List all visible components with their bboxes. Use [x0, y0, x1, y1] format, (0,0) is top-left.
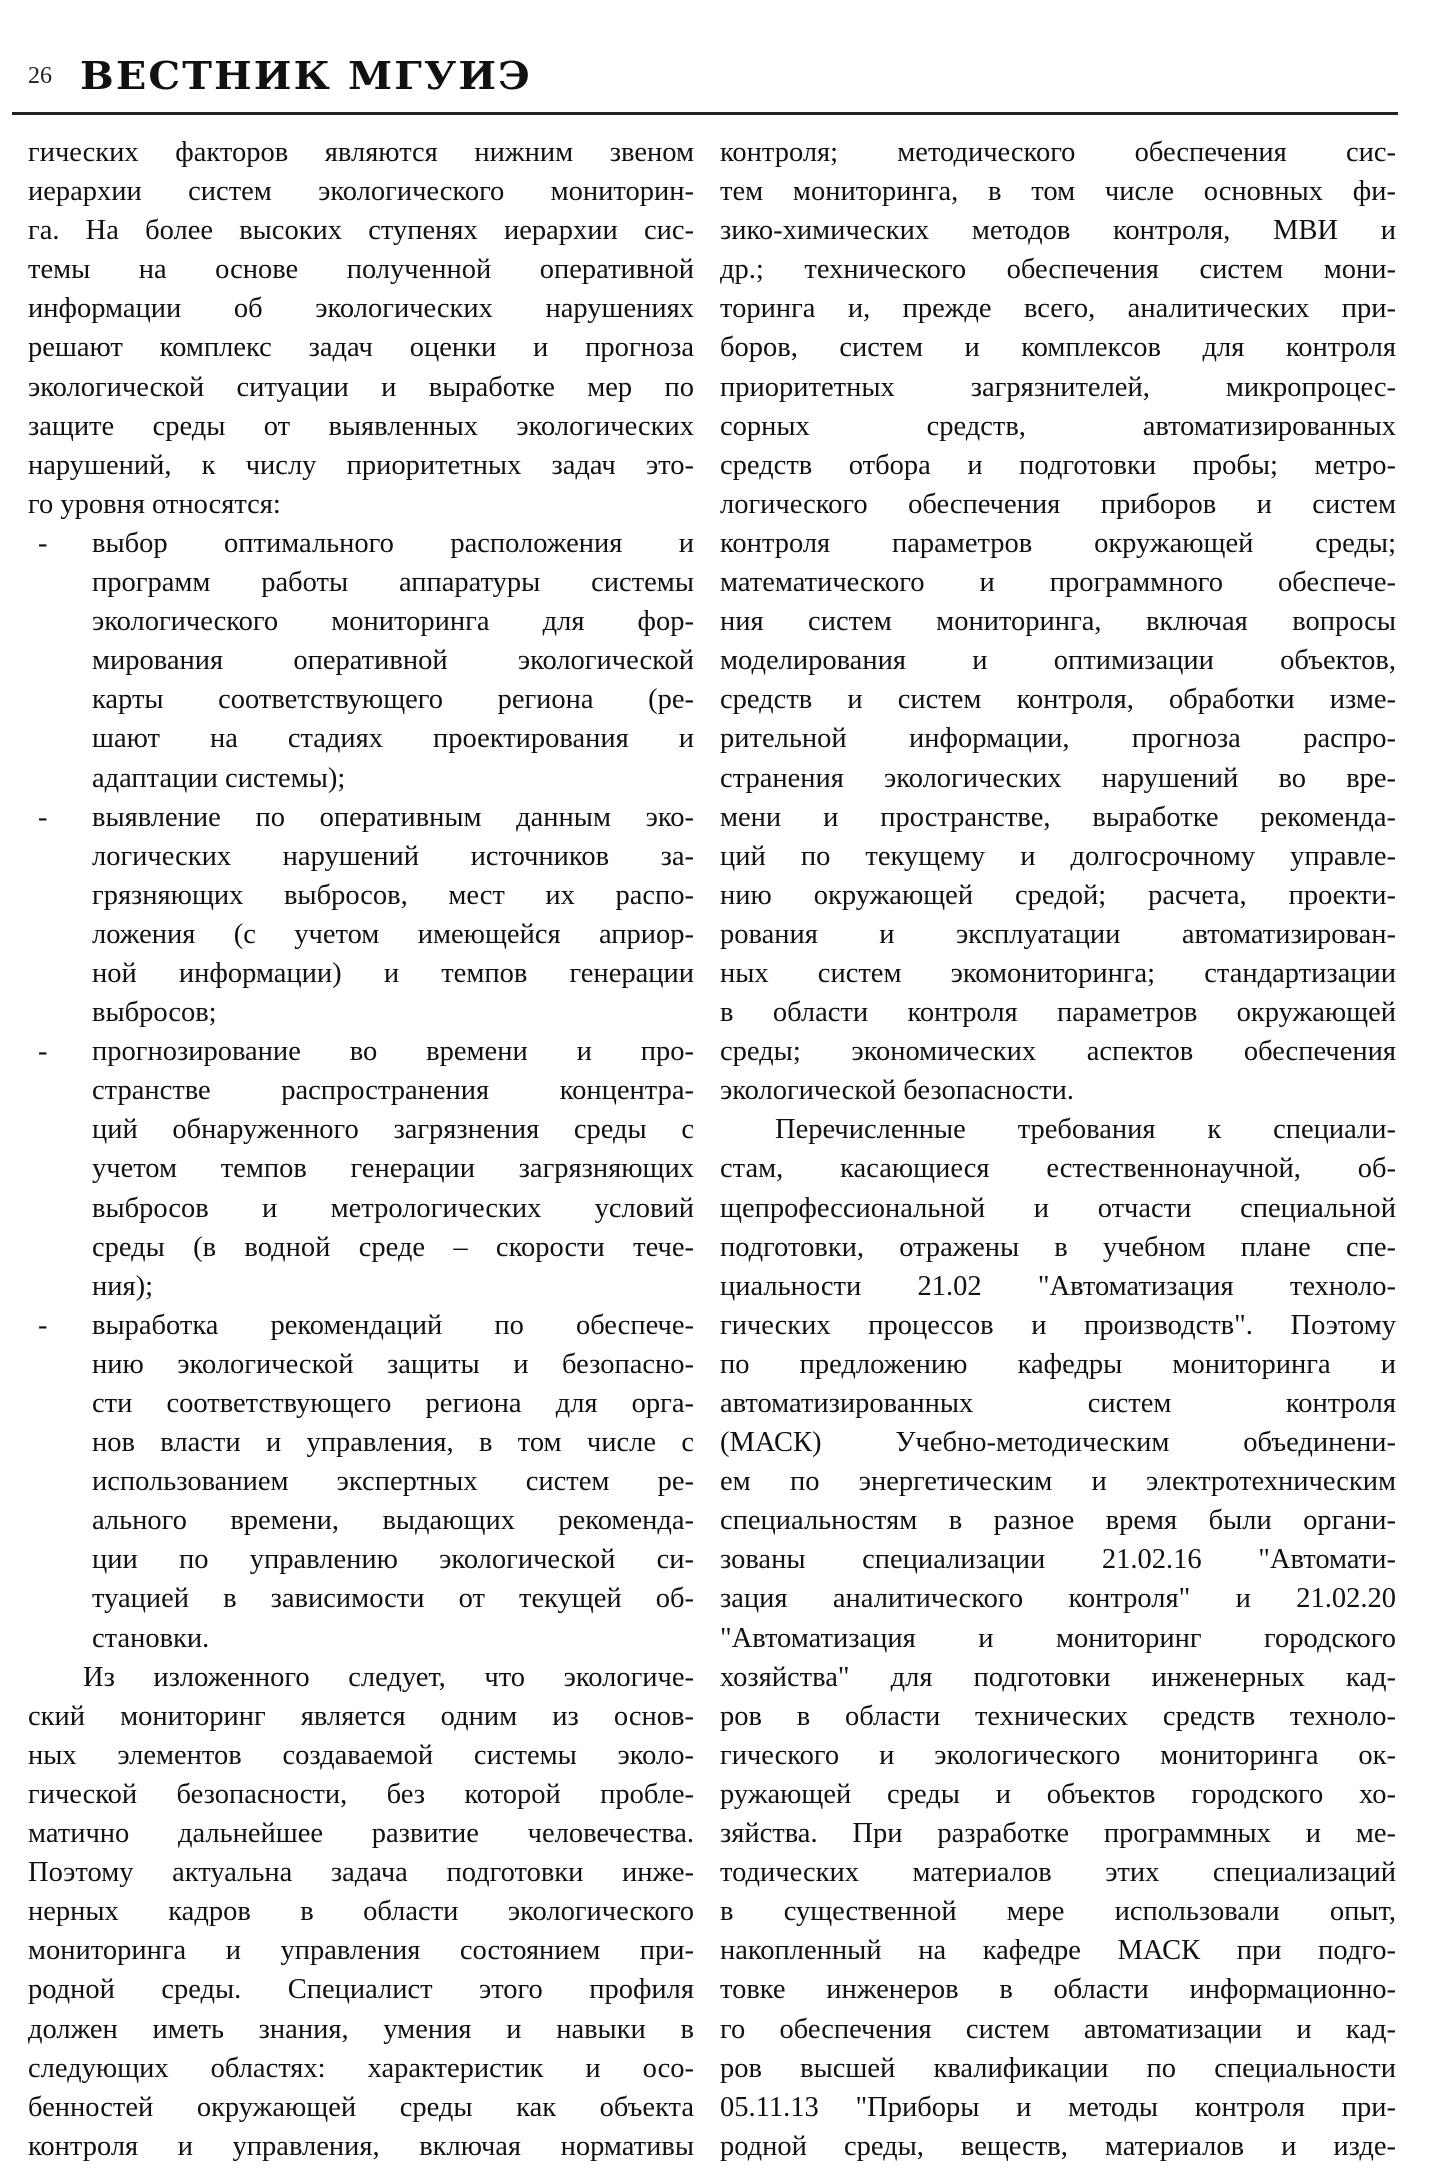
- paragraph-line: гического и экологического мониторинга ок-: [720, 1739, 1396, 1771]
- conclusion-line: гической безопасности, без которой пробле-: [28, 1778, 694, 1810]
- bullet-line: туацией в зависимости от текущей об-: [92, 1583, 694, 1615]
- paragraph-line: 05.11.13 "Приборы и методы контроля при-: [720, 2091, 1396, 2123]
- bullet-line: выбросов и метрологических условий: [92, 1192, 694, 1224]
- intro-line: иерархии систем экологического мониторин-: [28, 176, 694, 208]
- bullet-text: выработка рекомендаций по обеспече-: [92, 1309, 694, 1341]
- bullet-line: [28, 1032, 694, 1071]
- journal-title: ВЕСТНИК МГУИЭ: [80, 53, 533, 98]
- paragraph-line: сорных средств, автоматизированных: [720, 410, 1396, 442]
- paragraph-line: торинга и, прежде всего, аналитических при-: [720, 293, 1396, 325]
- paragraph-line: щепрофессиональной и отчасти специальной: [720, 1192, 1396, 1224]
- bullet-dash: -: [38, 1036, 48, 1068]
- bullet-line: ций обнаруженного загрязнения среды с: [92, 1114, 694, 1146]
- bullet-dash: -: [38, 527, 48, 559]
- paragraph-line: ния систем мониторинга, включая вопросы: [720, 606, 1396, 638]
- bullet-line: среды (в водной среде – скорости тече-: [92, 1231, 694, 1263]
- paragraph-line: рования и эксплуатации автоматизирован-: [720, 918, 1396, 950]
- conclusion-line: Поэтому актуальна задача подготовки инже-: [28, 1857, 694, 1889]
- conclusion-line: нерных кадров в области экологического: [28, 1896, 694, 1928]
- paragraph-line: в существенной мере использовали опыт,: [720, 1896, 1396, 1928]
- bullet-dash: -: [38, 801, 48, 833]
- intro-line: решают комплекс задач оценки и прогноза: [28, 332, 694, 364]
- conclusion-line: контроля и управления, включая нормативы: [28, 2130, 694, 2162]
- intro-line: информации об экологических нарушениях: [28, 293, 694, 325]
- bullet-line: нов власти и управления, в том числе с: [92, 1427, 694, 1459]
- paragraph-line: "Автоматизация и мониторинг городского: [720, 1622, 1396, 1654]
- paragraph-line: приоритетных загрязнителей, микропроцес-: [720, 371, 1396, 403]
- paragraph-line: родной среды, веществ, материалов и изде-: [720, 2130, 1396, 2162]
- right-column: [720, 133, 1396, 2166]
- paragraph-line: по предложению кафедры мониторинга и: [720, 1348, 1396, 1380]
- paragraph-line: нию окружающей средой; расчета, проекти-: [720, 879, 1396, 911]
- paragraph-line: го обеспечения систем автоматизации и кад-: [720, 2013, 1396, 2045]
- paragraph-line: математического и программного обеспече-: [720, 567, 1396, 599]
- paragraph-line: циальности 21.02 "Автоматизация техноло-: [720, 1270, 1396, 1302]
- bullet-line: шают на стадиях проектирования и: [92, 723, 694, 755]
- bullet-line: карты соответствующего региона (ре-: [92, 684, 694, 716]
- bullet-text: выбор оптимального расположения и: [92, 527, 694, 559]
- intro-line: экологической ситуации и выработке мер по: [28, 371, 694, 403]
- bullet-line: использованием экспертных систем ре-: [92, 1466, 694, 1498]
- bullet-line: становки.: [92, 1622, 210, 1654]
- paragraph-line: средств отбора и подготовки пробы; метро-: [720, 449, 1396, 481]
- bullet-line: [28, 798, 694, 837]
- intro-line: темы на основе полученной оперативной: [28, 254, 694, 286]
- paragraph-line: в области контроля параметров окружающей: [720, 997, 1396, 1029]
- paragraph-line: ров высшей квалификации по специальности: [720, 2052, 1396, 2084]
- paragraph-line: (МАСК) Учебно-методическим объединени-: [720, 1427, 1396, 1459]
- intro-line: га. На более высоких ступенях иерархии сис-: [28, 215, 694, 247]
- bullet-text: прогнозирование во времени и про-: [92, 1036, 694, 1068]
- paragraph-line: товке инженеров в области информационно-: [720, 1974, 1396, 2006]
- paragraph-line: Перечисленные требования к специали-: [775, 1114, 1396, 1146]
- paragraph-line: мени и пространстве, выработке рекоменда-: [720, 801, 1396, 833]
- page-number: 26: [28, 63, 52, 89]
- paragraph-line: ных систем экомониторинга; стандартизации: [720, 957, 1396, 989]
- paragraph-line: автоматизированных систем контроля: [720, 1388, 1396, 1419]
- bullet-line: ния);: [92, 1270, 154, 1302]
- paragraph-line: накопленный на кафедре МАСК при подго-: [720, 1935, 1396, 1967]
- paragraph-line: рительной информации, прогноза распро-: [720, 723, 1396, 755]
- conclusion-line: ский мониторинг является одним из основ-: [28, 1700, 694, 1732]
- bullet-line: мирования оперативной экологической: [92, 645, 694, 677]
- left-column: [28, 133, 694, 2166]
- bullet-dash: -: [38, 1309, 48, 1341]
- paragraph-line: логического обеспечения приборов и систем: [720, 488, 1396, 520]
- page-header: [20, 55, 1420, 105]
- bullet-line: ной информации) и темпов генерации: [92, 957, 694, 989]
- bullet-line: [28, 524, 694, 563]
- bullet-line: логических нарушений источников за-: [92, 840, 694, 872]
- paragraph-line: средств и систем контроля, обработки изме-: [720, 684, 1396, 716]
- paragraph-line: подготовки, отражены в учебном плане спе-: [720, 1231, 1396, 1263]
- paragraph-line: контроля параметров окружающей среды;: [720, 527, 1396, 559]
- paragraph-line: экологической безопасности.: [720, 1075, 1074, 1107]
- conclusion-line: матично дальнейшее развитие человечества.: [28, 1818, 694, 1850]
- bullet-line: ции по управлению экологической си-: [92, 1544, 694, 1576]
- conclusion-line: ных элементов создаваемой системы эколо-: [28, 1739, 694, 1771]
- paragraph-line: зяйства. При разработке программных и ме-: [720, 1818, 1396, 1850]
- conclusion-line: мониторинга и управления состоянием при-: [28, 1935, 694, 1967]
- conclusion-line: родной среды. Специалист этого профиля: [28, 1974, 694, 2006]
- paragraph-line: хозяйства" для подготовки инженерных кад-: [720, 1661, 1396, 1693]
- paragraph-line: зико-химических методов контроля, МВИ и: [720, 215, 1396, 247]
- bullet-line: выбросов;: [92, 997, 217, 1029]
- paragraph-line: ем по энергетическим и электротехническим: [720, 1466, 1396, 1498]
- intro-line: нарушений, к числу приоритетных задач это-: [28, 449, 694, 481]
- bullet-line: нию экологической защиты и безопасно-: [92, 1348, 694, 1380]
- paragraph-line: контроля; методического обеспечения сис-: [720, 137, 1396, 168]
- intro-line: го уровня относятся:: [28, 488, 281, 520]
- bullet-line: экологического мониторинга для фор-: [92, 606, 694, 638]
- bullet-line: учетом темпов генерации загрязняющих: [92, 1153, 694, 1185]
- bullet-line: [28, 1306, 694, 1345]
- paragraph-line: ружающей среды и объектов городского хо-: [720, 1778, 1396, 1810]
- paragraph-line: тодических материалов этих специализаций: [720, 1857, 1396, 1889]
- conclusion-line: должен иметь знания, умения и навыки в: [28, 2013, 694, 2045]
- paragraph-line: ций по текущему и долгосрочному управле-: [720, 840, 1396, 872]
- header-rule: [12, 112, 1398, 115]
- paragraph-line: моделирования и оптимизации объектов,: [720, 645, 1396, 677]
- bullet-line: программ работы аппаратуры системы: [92, 567, 694, 599]
- bullet-line: ального времени, выдающих рекоменда-: [92, 1505, 694, 1537]
- conclusion-line: Из изложенного следует, что экологиче-: [83, 1661, 694, 1693]
- conclusion-line: следующих областях: характеристик и осо-: [28, 2052, 694, 2084]
- conclusion-line: бенностей окружающей среды как объекта: [28, 2091, 694, 2123]
- bullet-line: странстве распространения концентра-: [92, 1075, 694, 1107]
- bullet-text: выявление по оперативным данным эко-: [92, 801, 694, 833]
- paragraph-line: специальностям в разное время были органи-: [720, 1505, 1396, 1537]
- paragraph-line: тем мониторинга, в том числе основных фи-: [720, 176, 1396, 208]
- paragraph-line: странения экологических нарушений во вре-: [720, 762, 1396, 794]
- bullet-line: сти соответствующего региона для орга-: [92, 1388, 694, 1419]
- bullet-line: грязняющих выбросов, мест их распо-: [92, 879, 694, 911]
- paragraph-line: боров, систем и комплексов для контроля: [720, 332, 1396, 364]
- intro-line: гических факторов являются нижним звеном: [28, 137, 694, 168]
- paragraph-line: стам, касающиеся естественнонаучной, об-: [720, 1153, 1396, 1185]
- paragraph-line: среды; экономических аспектов обеспечения: [720, 1036, 1396, 1068]
- paragraph-line: зация аналитического контроля" и 21.02.20: [720, 1583, 1396, 1615]
- bullet-line: ложения (с учетом имеющейся априор-: [92, 918, 694, 950]
- paragraph-line: зованы специализации 21.02.16 "Автомати-: [720, 1544, 1396, 1576]
- intro-line: защите среды от выявленных экологических: [28, 410, 694, 442]
- paragraph-line: др.; технического обеспечения систем мони-: [720, 254, 1396, 286]
- paragraph-line: ров в области технических средств техноло-: [720, 1700, 1396, 1732]
- bullet-line: адаптации системы);: [92, 762, 346, 794]
- paragraph-line: гических процессов и производств". Поэтому: [720, 1309, 1396, 1341]
